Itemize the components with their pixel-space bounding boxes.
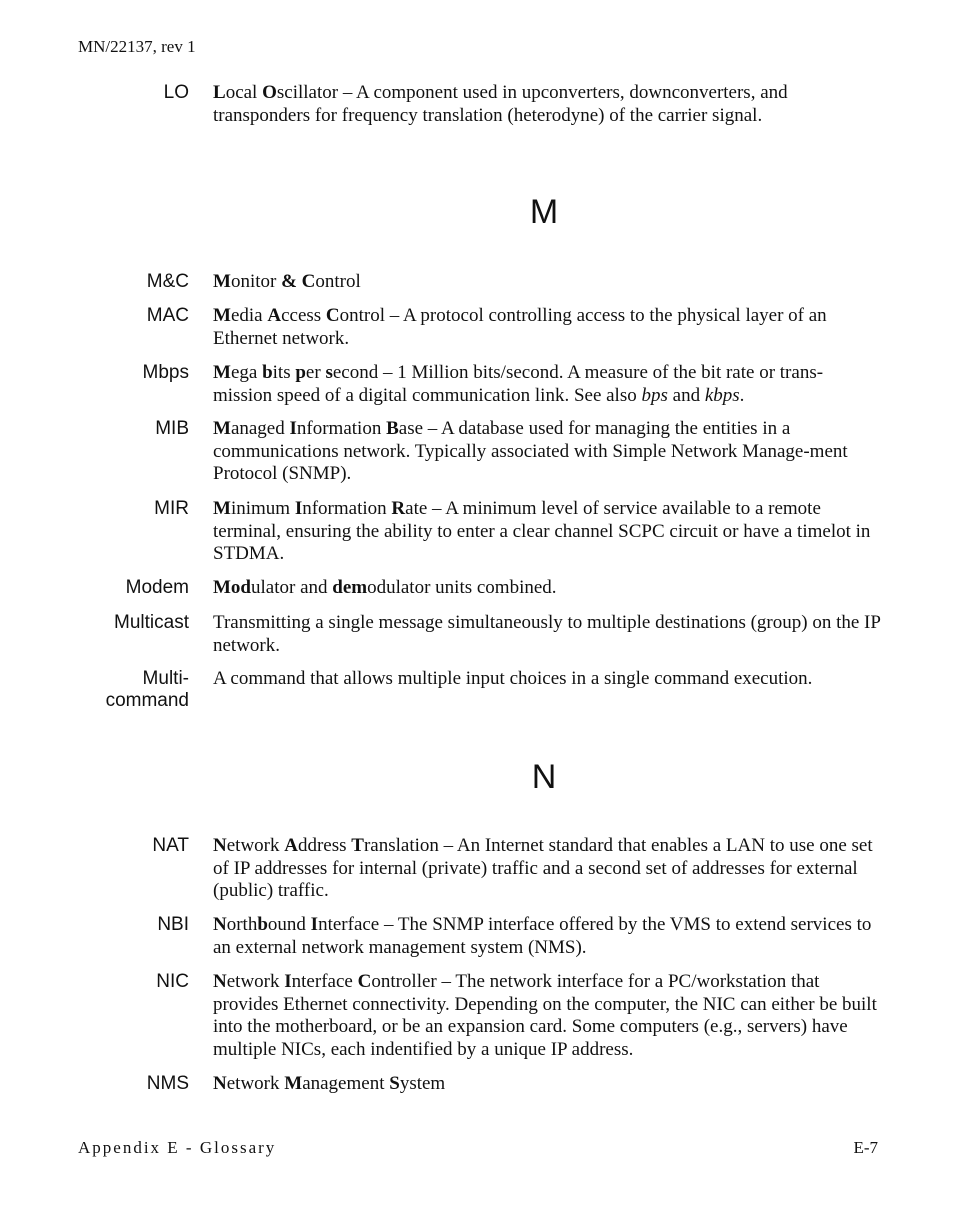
section-letter-n: N — [531, 758, 557, 796]
glossary-definition: Managed Information Base – A database used for managing the entities in a communications network. Typically associated with Simple Network Manage-ment Protocol (SNMP). — [213, 418, 848, 484]
glossary-definition: Network Address Translation – An Internet standard that enables a LAN to use one set of IP addresses for internal (private) traffic and a second set of addresses for external (public) traffic. — [213, 835, 873, 901]
glossary-definition: Network Interface Controller – The network interface for a PC/workstation that provides Ethernet connectivity. Depending on the computer, the NIC can either be built into the motherboard, or be an expansion card. Some computers (e.g., servers) have multiple NICs, each indentified by a unique IP address. — [213, 971, 877, 1060]
glossary-term: LO — [163, 82, 189, 103]
glossary-definition: Network Management System — [213, 1073, 446, 1094]
glossary-definition: Media Access Control – A protocol controlling access to the physical layer of an Ethernet network. — [213, 305, 827, 349]
glossary-term: M&C — [146, 271, 189, 292]
glossary-definition: Minimum Information Rate – A minimum level of service available to a remote terminal, ensuring the ability to enter a clear channel SCPC circuit or have a timelot in STDMA. — [213, 498, 871, 564]
glossary-term: MAC — [146, 305, 189, 326]
page-number: E-7 — [853, 1138, 878, 1157]
glossary-definition: Local Oscillator – A component used in upconverters, downconverters, and transponders for frequency translation (heterodyne) of the carrier signal. — [213, 82, 788, 126]
glossary-term: Modem — [125, 577, 189, 598]
document-reference: MN/22137, rev 1 — [78, 37, 196, 56]
glossary-term: Multi- command — [105, 668, 189, 711]
glossary-definition: Monitor & Control — [213, 271, 361, 292]
section-letter-m: M — [529, 193, 559, 231]
glossary-term: NIC — [156, 971, 189, 992]
glossary-term: NAT — [152, 835, 189, 856]
glossary-term: MIR — [154, 498, 189, 519]
glossary-definition: Modulator and demodulator units combined. — [213, 577, 557, 598]
glossary-definition: Northbound Interface – The SNMP interface offered by the VMS to extend services to an external network management system (NMS). — [213, 914, 872, 958]
glossary-definition: Transmitting a single message simultaneously to multiple destinations (group) on the IP network. — [213, 612, 881, 656]
footer-section-title: Appendix E - Glossary — [78, 1138, 277, 1157]
glossary-term: Mbps — [142, 362, 189, 383]
glossary-definition: Mega bits per second – 1 Million bits/second. A measure of the bit rate or trans-mission speed of a digital communication link. See also bps and kbps. — [213, 362, 824, 406]
glossary-term: MIB — [155, 418, 189, 439]
glossary-definition: A command that allows multiple input choices in a single command execution. — [213, 668, 813, 689]
glossary-term: NBI — [157, 914, 189, 935]
glossary-term: Multicast — [114, 612, 189, 633]
glossary-term: NMS — [146, 1073, 189, 1094]
